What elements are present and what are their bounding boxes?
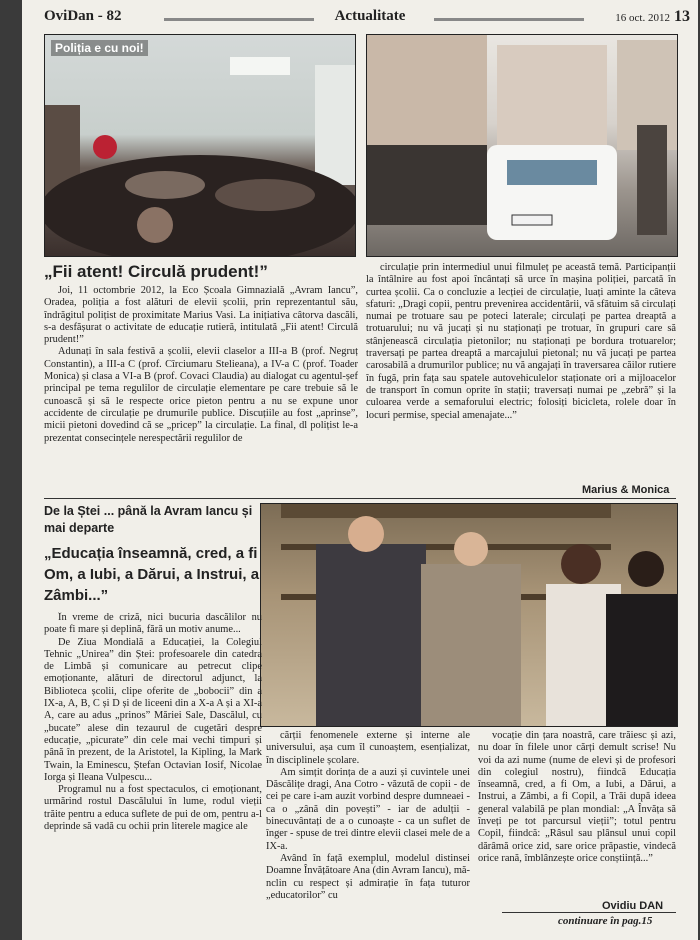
library-students-image (261, 504, 677, 726)
article2-paragraph: Am simțit dorința de a auzi și cuvintele unei Dăscălițe dragi, Ana Cotro - văzută de copii - de cei pe care i-am auzit vorbind despre dumneaei - ca o „zână din povești” - iar de adulții - binecuvântați de a o cunoaște - ca un suflet de înger - spuse de trei dintre elevii clasei mele de a IX-a. (266, 766, 470, 852)
article1-paragraph: circulație prin intermediul unui filmuleț pe această temă. Participanții la întâlnire au fost apoi încântați să urce în mașina poliției, parcată în curtea școlii. Ca o concluzie a lecției de circulație, luați aminte la câteva sfaturi: „Dragi copii, pentru prevenirea accidentării, vă sfătuim să circulați numai pe trotuare sau pe poteci laterale; circulați pe partea dreaptă a trotuarului; nu vă jucați și nu staționați pe trotuar, în grupuri care să stânjenească circulația pietonilor; nu staționați pe bordura trotuarelor; traversați pe partea dreaptă a marcajului pietonal; nu vă jucați pe partea carosabilă a drumurilor publice; nu vă angajați în traversarea căilor rutiere în fugă, prin fața sau spatele autovehiculelor staționate ori a mijloacelor de transport în comun oprite în stații; traversați numai pe „zebră” și la culoarea verde a semaforului electric; folosiți bicicleta, rolele doar în locuri permise, special amenajate...” (366, 262, 676, 421)
article1-paragraph: Joi, 11 octombrie 2012, la Eco Școala Gimnazială „Avram Iancu”, Oradea, poliția a fost alături de elevii școlii, prin reprezentantul său, îndrăgitul polițist de proximitate Marius Vasi. La inițiativa câtorva dascăli, s-a desfășurat o activitate de educație rutieră, intitulată „Fii atent! Circulă prudent!” (44, 285, 358, 346)
section-divider (44, 498, 676, 499)
continuation-note: continuare în pag.15 (558, 915, 653, 927)
page-number: 13 (674, 8, 690, 25)
article1-column-right (366, 262, 676, 484)
page-header (44, 6, 696, 28)
photo-students-library (260, 503, 678, 727)
photo-classroom-police (44, 34, 356, 257)
article2-headline: „Educația înseamnă, cred, a fi Om, a Iubi, a Dărui, a Instrui, a Zâmbi...” (44, 545, 260, 604)
article1-paragraph: Adunați în sala festivă a școlii, elevii claselor a III-a B (prof. Negruț Constantin), a III-a C (prof. Cîrciumaru Stelieana), a IV-a C (prof. Toader Monica) și clasa a VI-a B (prof. Covaci Claudia) au dialogat cu agentul-șef principal pe tema regulilor de circulație elementare pe care trebuie să le cunoască și să le respecte orice pieton pentru a nu se expune unor accidente de circulație pe drumurile publice. Discuțiile au fost „aprinse”, micii pietoni dovedind că se „pricep” la circulație. La final, dl polițist le-a prezentat consecințele nerespectării regulilor de (44, 346, 358, 444)
newspaper-page (22, 0, 698, 940)
article2-paragraph: În vreme de criză, nici bucuria dascălilor nu poate fi mare și deplină, fără un motiv anume... (44, 612, 262, 636)
publication-name: OviDan - 82 (44, 8, 122, 24)
article2-column-right (478, 730, 676, 902)
article1-column-left (44, 285, 358, 497)
article2-paragraph: Având în față exemplul, modelul distinsei Doamne Învățătoare Ana (din Avram Iancu), mă-nclin cu respect și admirație în fața tuturor „educatorilor” cu (266, 852, 470, 901)
issue-date: 16 oct. 2012 13 (615, 8, 690, 25)
photo-police-car (366, 34, 678, 257)
article2-paragraph: cărții fenomenele externe și interne ale universului, așa cum îl cunoaștem, esențializat, în disciplinele școlare. (266, 730, 470, 766)
photo-caption-tag: Poliția e cu noi! (51, 40, 148, 56)
article2-paragraph: vocație din țara noastră, care trăiesc și azi, nu doar în filele unor cărți demult scrise! Nu voi da azi nume (nume de elevi și de profesori din colegiul nostru), fiindcă Educația înseamnă, cred, a fi Om, a Iubi, a Dărui, a Instrui, a Zâmbi, a fi Copil, a Trăi după ideea general valabilă pe plan mondial: „A Învăța să înveți pe tot parcursul vieții”; totul pentru Copil, fiindcă: „Râsul sau plânsul unui copil dărâmă orice zid, sare orice prăpastie, vindecă orice rană, îmblânzește orice conștiință...” (478, 730, 676, 864)
article2-paragraph: Programul nu a fost spectaculos, ci emoționant, urmărind rostul Dascălului în lume, rodul vieții trăite pentru a educa suflete de pui de om, pentru a-l deprinde să vadă cu ochii prin literele magice ale (44, 784, 262, 833)
article1-headline: „Fii atent! Circulă prudent!” (44, 262, 268, 281)
article2-paragraph: De Ziua Mondială a Educației, la Colegiul Tehnic „Unirea” din Ștei: profesoarele din catedra de Limbă și comunicare au petrecut clipe emoționante, alături de directorul adjunct, la Biblioteca școlii, clipe oferite de „bobocii” din a IX-a, A, B, C și D și de liceeni din a X-a A și a XI-a A, care au adus „prinos” Măriei Sale, Dascălul, cu „bucate” alese din tezaurul de cugetări despre educație, „picurate” din cele mai vechi timpuri și până în prezent, de la Aristotel, la Kipling, la Mark Twain, la Eminescu, Ștefan Octavian Iosif, Nicolae Iorga și Ileana Vulpescu... (44, 636, 262, 783)
continuation-rule (502, 912, 676, 913)
article2-column-middle (266, 730, 470, 934)
article1-authors: Marius & Monica (582, 484, 670, 496)
article2-kicker: De la Ștei ... până la Avram Iancu și mai departe (44, 504, 253, 535)
article2-author: Ovidiu DAN (602, 900, 664, 912)
police-car-school-image (367, 35, 677, 256)
section-title: Actualitate (334, 8, 406, 24)
header-rule-right (434, 18, 584, 21)
classroom-audience-image (45, 35, 355, 256)
article2-column-left (44, 612, 262, 934)
